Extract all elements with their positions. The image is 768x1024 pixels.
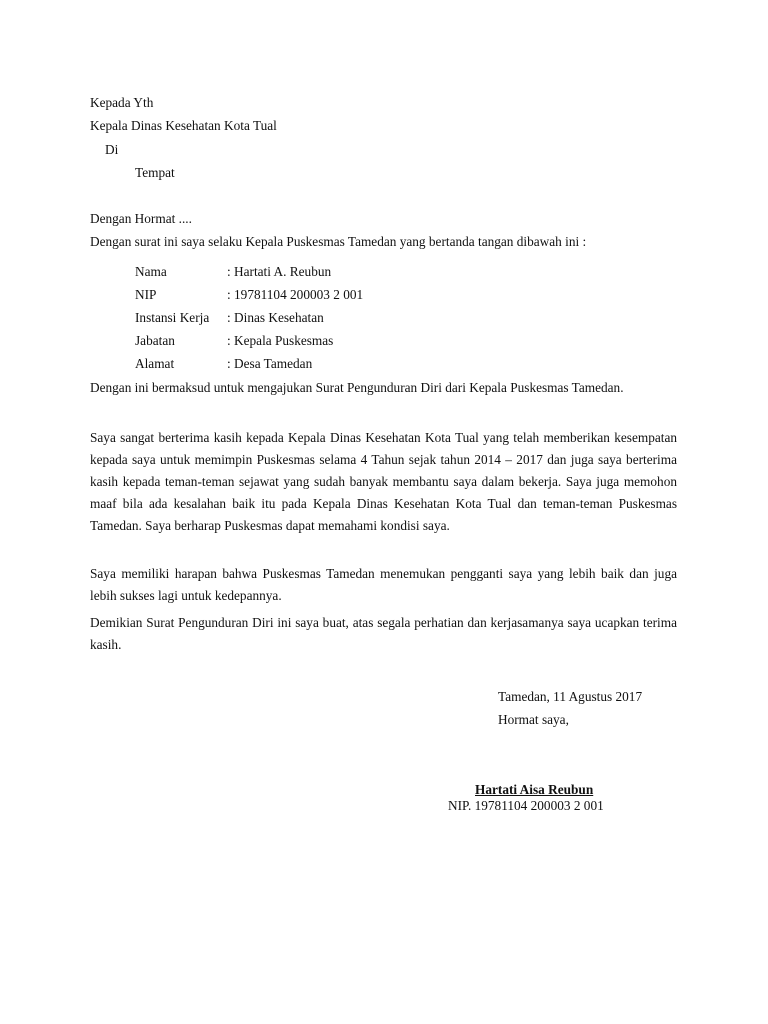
identity-label: Instansi Kerja xyxy=(135,310,210,325)
recipient-salutation: Kepada Yth xyxy=(90,95,154,110)
identity-label: NIP xyxy=(135,287,157,302)
paragraph-closing: Demikian Surat Pengunduran Diri ini saya buat, atas segala perhatian dan kerjasamanya saya ucapkan terima kasih. xyxy=(90,615,677,652)
identity-row-nip xyxy=(135,284,363,306)
place-date: Tamedan, 11 Agustus 2017 xyxy=(498,689,643,704)
identity-value: : Desa Tamedan xyxy=(227,356,313,371)
intro-text: Dengan surat ini saya selaku Kepala Puskesmas Tamedan yang bertanda tangan dibawah ini : xyxy=(90,234,587,249)
identity-label: Nama xyxy=(135,264,167,279)
greeting: Dengan Hormat .... xyxy=(90,211,192,226)
signer-name: Hartati Aisa Reubun xyxy=(475,782,594,797)
paragraph-hope: Saya memiliki harapan bahwa Puskesmas Tamedan menemukan pengganti saya yang lebih baik dan juga lebih sukses lagi untuk kedepannya. xyxy=(90,566,677,603)
identity-row-nama xyxy=(135,261,331,283)
identity-value: : Dinas Kesehatan xyxy=(227,310,324,325)
identity-label: Jabatan xyxy=(135,333,175,348)
identity-value: : 19781104 200003 2 001 xyxy=(227,287,364,302)
paragraph-resignation: Dengan ini bermaksud untuk mengajukan Surat Pengunduran Diri dari Kepala Puskesmas Tamedan. xyxy=(90,380,624,395)
identity-label: Alamat xyxy=(135,356,175,371)
identity-value: : Kepala Puskesmas xyxy=(227,333,334,348)
identity-row-instansi xyxy=(135,307,324,329)
paragraph-gratitude: Saya sangat berterima kasih kepada Kepala Dinas Kesehatan Kota Tual yang telah memberikan kesempatan kepada saya untuk memimpin Puskesmas selama 4 Tahun sejak tahun 2014 – 2017 dan juga saya berterima kasih kepada teman-teman sejawat yang sudah banyak membantu saya dalam bekerja. Saya juga memohon maaf bila ada kesalahan baik itu pada Kepala Dinas Kesehatan Kota Tual dan teman-teman Puskesmas Tamedan. Saya berharap Puskesmas dapat memahami kondisi saya. xyxy=(90,430,677,533)
recipient-place: Tempat xyxy=(135,165,175,180)
recipient-di: Di xyxy=(105,142,119,157)
regards: Hormat saya, xyxy=(498,712,569,727)
identity-value: : Hartati A. Reubun xyxy=(227,264,332,279)
identity-row-jabatan xyxy=(135,330,333,352)
recipient-name: Kepala Dinas Kesehatan Kota Tual xyxy=(90,118,277,133)
signer-nip: NIP. 19781104 200003 2 001 xyxy=(448,798,604,813)
identity-row-alamat xyxy=(135,353,312,375)
